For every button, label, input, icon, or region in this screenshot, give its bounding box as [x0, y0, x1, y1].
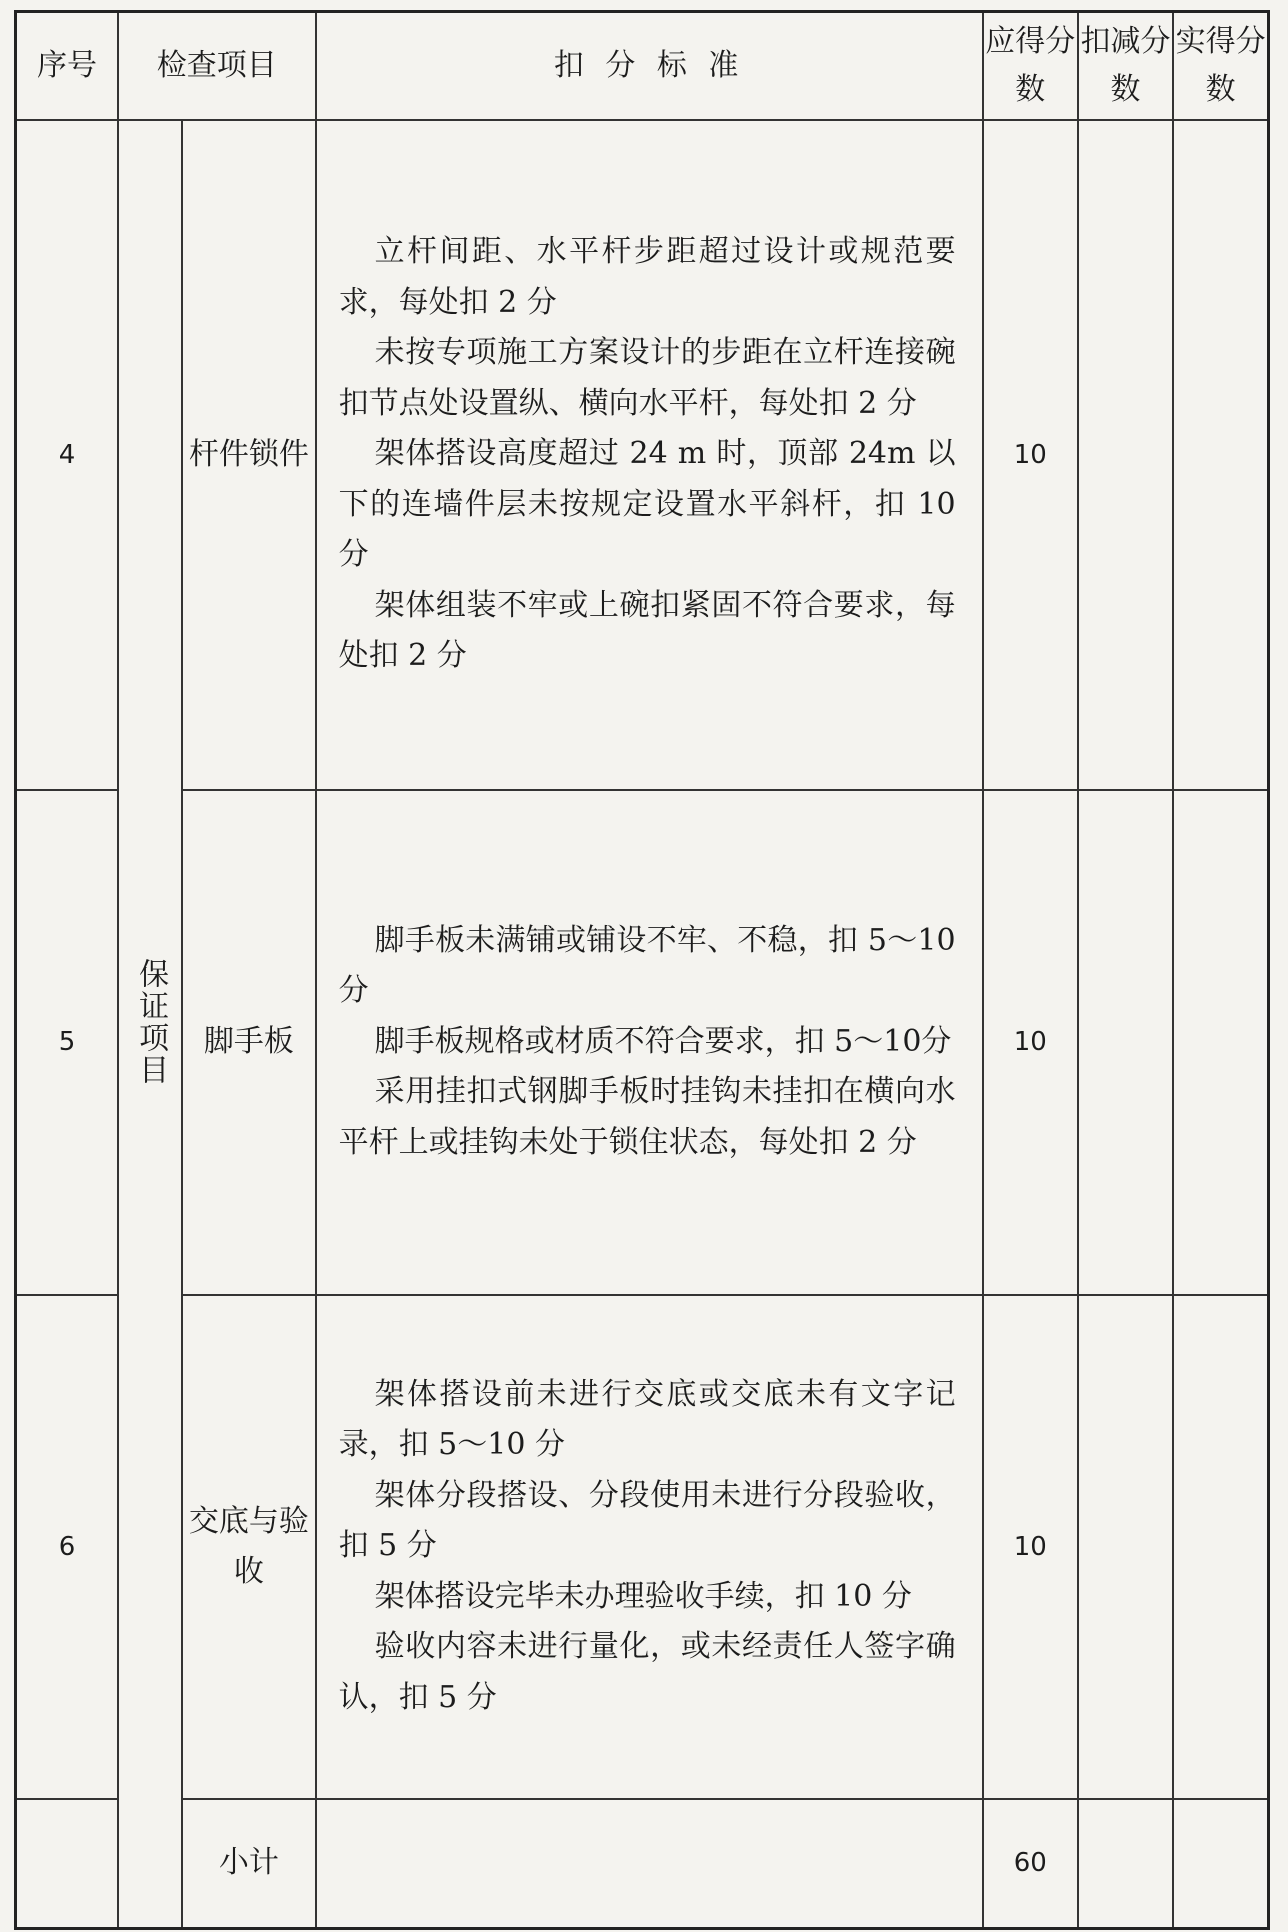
criteria-line: 验收内容未进行量化，或未经责任人签字确认，扣 5 分	[338, 1629, 956, 1715]
group-cell	[118, 120, 182, 1929]
subtotal-score-actual[interactable]	[1173, 1799, 1268, 1929]
header-score-due: 应得分数	[983, 12, 1078, 120]
row-seq: 6	[16, 1295, 118, 1799]
header-criteria: 扣 分 标 准	[316, 12, 983, 120]
header-score-deducted: 扣减分数	[1078, 12, 1173, 120]
inspection-table	[14, 10, 1270, 1930]
criteria-line: 采用挂扣式钢脚手板时挂钩未挂扣在横向水平杆上或挂钩未处于锁住状态，每处扣 2 分	[338, 1074, 956, 1160]
group-label: 保证项目	[133, 957, 169, 1086]
row-score-due: 10	[983, 1295, 1078, 1799]
criteria-line: 脚手板未满铺或铺设不牢、不稳，扣 5～10分	[338, 922, 956, 1009]
subtotal-row	[16, 1799, 1269, 1929]
row-seq: 5	[16, 790, 118, 1295]
row-seq: 4	[16, 120, 118, 790]
subtotal-criteria-blank	[316, 1799, 983, 1929]
row-score-due: 10	[983, 790, 1078, 1295]
row-criteria	[316, 1295, 983, 1799]
row-score-due: 10	[983, 120, 1078, 790]
inspection-sheet	[10, 6, 1278, 1926]
row-score-actual[interactable]	[1173, 790, 1268, 1295]
criteria-line: 架体搭设完毕未办理验收手续，扣 10 分	[374, 1578, 912, 1614]
criteria-line: 脚手板规格或材质不符合要求，扣 5～10分	[374, 1023, 952, 1059]
row-score-deducted[interactable]	[1078, 120, 1173, 790]
row-item: 交底与验收	[182, 1295, 315, 1799]
criteria-line: 立杆间距、水平杆步距超过设计或规范要求，每处扣 2 分	[338, 234, 956, 320]
subtotal-score-deducted[interactable]	[1078, 1799, 1173, 1929]
row-score-actual[interactable]	[1173, 120, 1268, 790]
criteria-line: 架体分段搭设、分段使用未进行分段验收，扣 5 分	[338, 1477, 956, 1564]
row-criteria	[316, 120, 983, 790]
subtotal-seq-blank	[16, 1799, 118, 1929]
criteria-line: 架体组装不牢或上碗扣紧固不符合要求，每处扣 2 分	[338, 587, 956, 674]
row-criteria	[316, 790, 983, 1295]
header-check-item: 检查项目	[118, 12, 316, 120]
criteria-line: 未按专项施工方案设计的步距在立杆连接碗扣节点处设置纵、横向水平杆，每处扣 2 分	[338, 335, 956, 421]
criteria-line: 架体搭设高度超过 24 m 时，顶部 24m 以下的连墙件层未按规定设置水平斜杆，扣 10 分	[338, 436, 956, 573]
subtotal-score-due: 60	[983, 1799, 1078, 1929]
row-score-actual[interactable]	[1173, 1295, 1268, 1799]
header-row	[16, 12, 1269, 120]
header-score-actual: 实得分数	[1173, 12, 1268, 120]
header-seq: 序号	[16, 12, 118, 120]
row-item: 脚手板	[182, 790, 315, 1295]
table-row	[16, 790, 1269, 1295]
row-score-deducted[interactable]	[1078, 790, 1173, 1295]
row-score-deducted[interactable]	[1078, 1295, 1173, 1799]
subtotal-label: 小计	[182, 1799, 315, 1929]
table-row	[16, 120, 1269, 790]
table-row	[16, 1295, 1269, 1799]
criteria-line: 架体搭设前未进行交底或交底未有文字记录，扣 5～10 分	[338, 1376, 956, 1463]
row-item: 杆件锁件	[182, 120, 315, 790]
